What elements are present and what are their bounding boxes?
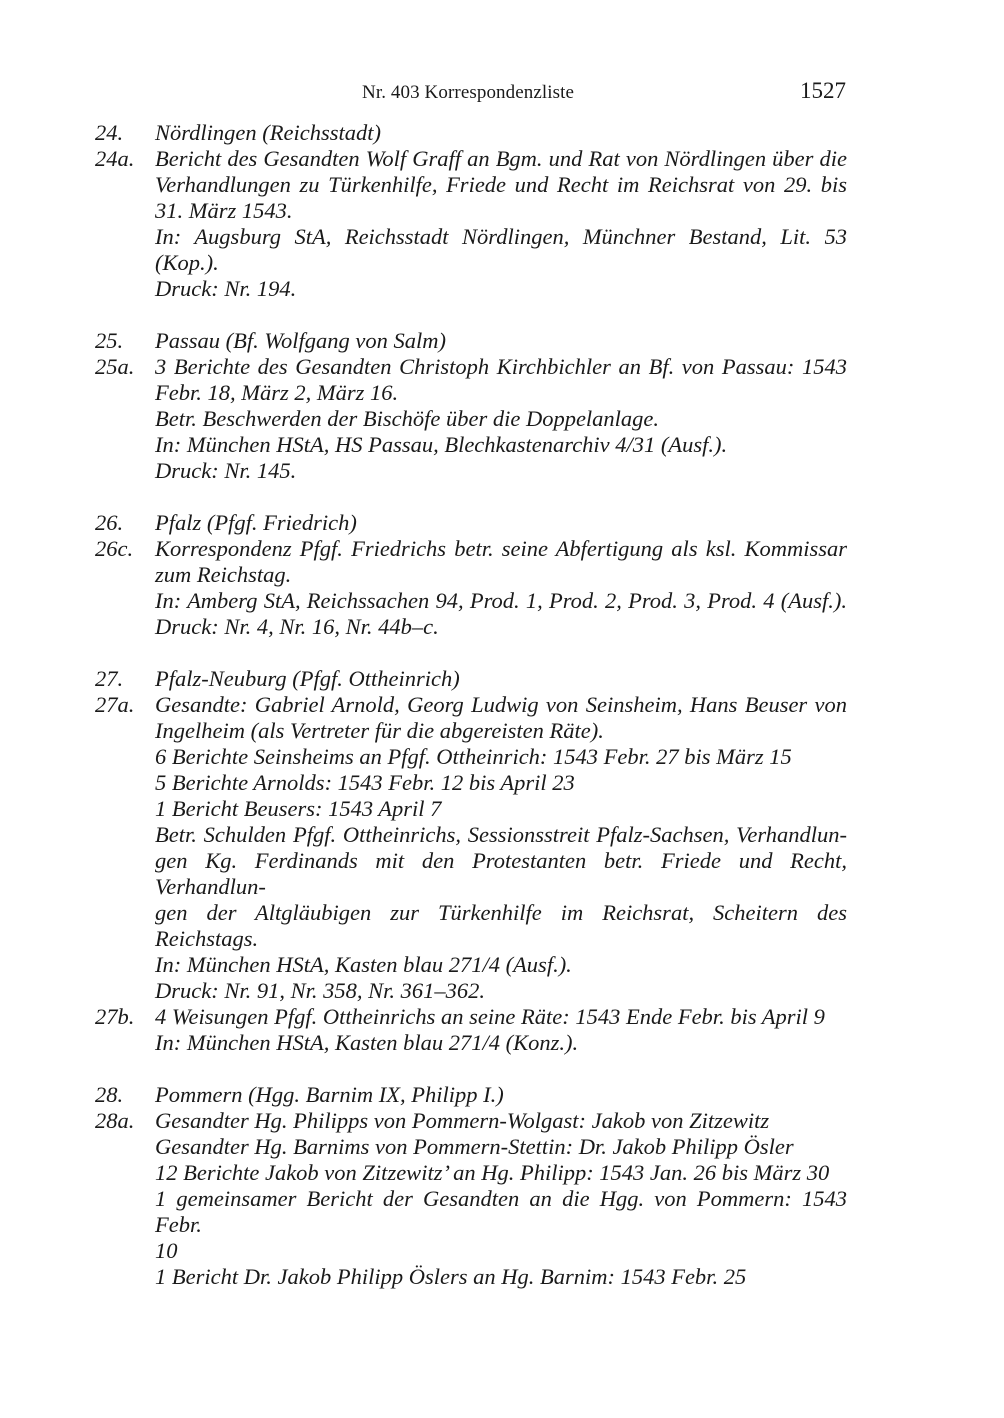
entry-number: 26. (95, 510, 124, 535)
section-heading (95, 1082, 847, 1108)
entry-number: 27a. (95, 692, 135, 717)
text-line: Nördlingen (Reichsstadt) (155, 120, 382, 145)
text-line: Korrespondenz Pfgf. Friedrichs betr. seine Abfertigung als ksl. Kommissar (155, 536, 847, 561)
section-heading (95, 328, 847, 354)
text-line: 5 Berichte Arnolds: 1543 Febr. 12 bis April 23 (155, 770, 575, 795)
entry-body (155, 1082, 847, 1108)
entry-number: 25a. (95, 354, 135, 379)
text-line: Druck: Nr. 91, Nr. 358, Nr. 361–362. (155, 978, 486, 1003)
section-heading (95, 120, 847, 146)
entry-body (155, 1004, 847, 1056)
entry-number: 24. (95, 120, 124, 145)
text-line: gen der Altgläubigen zur Türkenhilfe im Reichsrat, Scheitern des Reichstags. (155, 900, 847, 951)
text-line: Betr. Beschwerden der Bischöfe über die Doppelanlage. (155, 406, 660, 431)
text-line: Druck: Nr. 145. (155, 458, 297, 483)
entry-number: 24a. (95, 146, 135, 171)
entry-number: 28. (95, 1082, 124, 1107)
list-item (95, 692, 847, 1004)
text-line: zum Reichstag. (155, 562, 292, 587)
entry-body (155, 1108, 847, 1290)
list-section (95, 328, 847, 484)
correspondence-list (95, 120, 847, 1316)
entry-number: 27b. (95, 1004, 135, 1029)
text-line: In: München HStA, Kasten blau 271/4 (Konz.). (155, 1030, 579, 1055)
text-line: Gesandte: Gabriel Arnold, Georg Ludwig von Seinsheim, Hans Beuser von (155, 692, 847, 717)
entry-body (155, 120, 847, 146)
text-line: In: Augsburg StA, Reichsstadt Nördlingen, Münchner Bestand, Lit. 53 (155, 224, 847, 249)
entry-number: 27. (95, 666, 124, 691)
list-section (95, 510, 847, 640)
section-heading (95, 510, 847, 536)
text-line: Ingelheim (als Vertreter für die abgereisten Räte). (155, 718, 604, 743)
running-title: Nr. 403 Korrespondenzliste (362, 82, 575, 103)
entry-body (155, 146, 847, 302)
entry-body (155, 692, 847, 1004)
text-line: 1 Bericht Dr. Jakob Philipp Öslers an Hg. Barnim: 1543 Febr. 25 (155, 1264, 747, 1289)
entry-body (155, 328, 847, 354)
text-line: 3 Berichte des Gesandten Christoph Kirchbichler an Bf. von Passau: 1543 (155, 354, 847, 379)
entry-body (155, 536, 847, 640)
text-line: In: München HStA, HS Passau, Blechkastenarchiv 4/31 (Ausf.). (155, 432, 728, 457)
text-line: In: Amberg StA, Reichssachen 94, Prod. 1, Prod. 2, Prod. 3, Prod. 4 (Ausf.). (155, 588, 847, 613)
list-item (95, 146, 847, 302)
text-line: 12 Berichte Jakob von Zitzewitz’ an Hg. Philipp: 1543 Jan. 26 bis März 30 (155, 1160, 830, 1185)
text-line: 1 Bericht Beusers: 1543 April 7 (155, 796, 442, 821)
list-item (95, 1004, 847, 1056)
page-number: 1527 (800, 78, 846, 103)
text-line: 6 Berichte Seinsheims an Pfgf. Ottheinrich: 1543 Febr. 27 bis März 15 (155, 744, 792, 769)
text-line: In: München HStA, Kasten blau 271/4 (Ausf.). (155, 952, 572, 977)
list-section (95, 1082, 847, 1290)
text-line: Pfalz (Pfgf. Friedrich) (155, 510, 357, 535)
section-heading (95, 666, 847, 692)
text-line: 1 gemeinsamer Bericht der Gesandten an die Hgg. von Pommern: 1543 Febr. (155, 1186, 847, 1237)
text-line: Passau (Bf. Wolfgang von Salm) (155, 328, 447, 353)
text-line: Verhandlungen zu Türkenhilfe, Friede und Recht im Reichsrat von 29. bis (155, 172, 847, 197)
running-header (0, 80, 1004, 108)
text-line: Betr. Schulden Pfgf. Ottheinrichs, Sessionsstreit Pfalz-Sachsen, Verhandlun- (155, 822, 847, 847)
entry-number: 25. (95, 328, 124, 353)
text-line: Gesandter Hg. Philipps von Pommern-Wolgast: Jakob von Zitzewitz (155, 1108, 770, 1133)
text-line: 31. März 1543. (155, 198, 293, 223)
text-line: (Kop.). (155, 250, 219, 275)
text-line: Gesandter Hg. Barnims von Pommern-Stettin: Dr. Jakob Philipp Ösler (155, 1134, 794, 1159)
entry-body (155, 510, 847, 536)
entry-number: 28a. (95, 1108, 135, 1133)
text-line: Febr. 18, März 2, März 16. (155, 380, 399, 405)
text-line: Druck: Nr. 194. (155, 276, 297, 301)
list-item (95, 1108, 847, 1290)
list-item (95, 354, 847, 484)
entry-number: 26c. (95, 536, 134, 561)
entry-body (155, 666, 847, 692)
text-line: Pfalz-Neuburg (Pfgf. Ottheinrich) (155, 666, 460, 691)
text-line: Druck: Nr. 4, Nr. 16, Nr. 44b–c. (155, 614, 439, 639)
text-line: 4 Weisungen Pfgf. Ottheinrichs an seine Räte: 1543 Ende Febr. bis April 9 (155, 1004, 825, 1029)
text-line: 10 (155, 1238, 178, 1263)
list-section (95, 666, 847, 1056)
list-section (95, 120, 847, 302)
entry-body (155, 354, 847, 484)
text-line: Bericht des Gesandten Wolf Graff an Bgm. und Rat von Nördlingen über die (155, 146, 847, 171)
list-item (95, 536, 847, 640)
text-line: Pommern (Hgg. Barnim IX, Philipp I.) (155, 1082, 504, 1107)
text-line: gen Kg. Ferdinands mit den Protestanten betr. Friede und Recht, Verhandlun- (155, 848, 847, 899)
